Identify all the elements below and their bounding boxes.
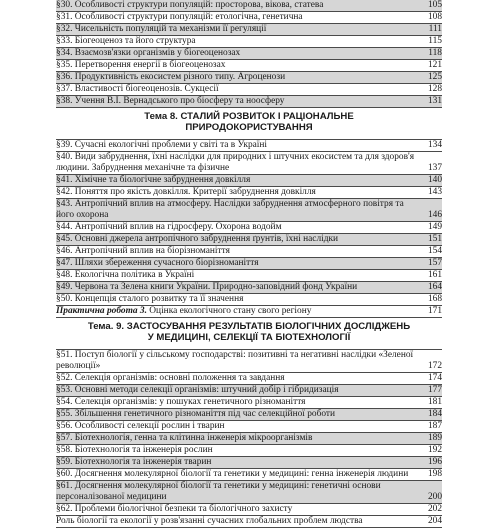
toc-entry — [56, 481, 442, 504]
toc-entry-title: §52. Селекція організмів: основні положення та завдання — [56, 373, 285, 383]
toc-entry-page: 131 — [420, 96, 442, 107]
theme-8-heading — [56, 108, 442, 140]
toc-entry-page: 204 — [427, 516, 442, 526]
toc-entry — [56, 48, 442, 60]
toc-entry — [56, 270, 442, 282]
toc-entry-page: 184 — [420, 409, 442, 420]
toc-entry — [56, 36, 442, 48]
toc-entry-page: 177 — [420, 385, 442, 396]
toc-entry-title: Роль біології та екології у розв'язанні сучасних глобальних проблем людства — [56, 516, 363, 526]
toc-entry-title: §45. Основні джерела антропічного забруднення ґрунтів, їхні наслідки — [56, 234, 420, 245]
toc-entry-title: §32. Чисельність популяцій та механізми її регуляції — [56, 24, 420, 35]
theme-9-heading — [56, 318, 442, 350]
toc-entry — [56, 469, 442, 481]
toc-entry — [56, 385, 442, 397]
toc-entry-title: §55. Збільшення генетичного різноманіття під час селекційної роботи — [56, 409, 420, 420]
toc-entry — [56, 258, 442, 270]
toc-entry — [56, 152, 442, 175]
practical-work-entry — [56, 306, 442, 318]
toc-entry — [56, 433, 442, 445]
toc-entry — [56, 187, 442, 199]
toc-entry-page: 154 — [427, 246, 442, 256]
practical-work-title — [56, 306, 420, 317]
toc-entry-page: 196 — [420, 457, 442, 468]
toc-entry — [56, 96, 442, 108]
toc-entry — [56, 60, 442, 72]
toc-entry-title: §53. Основні методи селекції організмів: штучний добір і гібридизація — [56, 385, 420, 396]
toc-entry — [56, 397, 442, 409]
section-heading-line: Тема 8. СТАЛИЙ РОЗВИТОК І РАЦІОНАЛЬНЕ — [144, 111, 354, 122]
toc-entry-title: §31. Особливості структури популяцій: етологічна, генетична — [56, 12, 303, 22]
toc-entry-title: §41. Хімічне та біологічне забруднення довкілля — [56, 175, 420, 186]
toc-entry-page: 202 — [427, 504, 442, 514]
section-heading-line: ПРИРОДОКОРИСТУВАННЯ — [185, 122, 313, 133]
toc-entry-title: §33. Біогеоценоз та його структура — [56, 36, 196, 46]
toc-entry-page: 121 — [427, 60, 442, 70]
toc-entry-title: §61. Досягнення молекулярної біології та генетики у медицині: генетичні основи персоналізованої медицини — [56, 481, 420, 503]
toc-entry-page: 115 — [428, 36, 442, 46]
toc-entry — [56, 421, 442, 433]
toc-entry-page: 192 — [427, 445, 442, 455]
toc-entry-page: 187 — [427, 421, 442, 431]
toc-entry-page: 140 — [420, 175, 442, 186]
toc-entry-page: 137 — [427, 163, 442, 173]
toc-entry-title: §40. Види забруднення, їхні наслідки для природних і штучних екосистем та для здоров'я людини. Забруднення механічне та фізичне — [56, 152, 415, 173]
practical-work-label: Практична робота 3. — [56, 306, 147, 316]
toc-entry-page: 174 — [427, 373, 442, 383]
toc-entry-title: §36. Продуктивність екосистем різного типу. Агроценози — [56, 72, 420, 83]
toc-entry — [56, 504, 442, 516]
toc-entry — [56, 222, 442, 234]
toc-entry-page: 149 — [427, 222, 442, 232]
toc-entry-title: §38. Учення В.І. Вернадського про біосферу та ноосферу — [56, 96, 420, 107]
toc-entry — [56, 445, 442, 457]
toc-entry-page: 118 — [420, 48, 442, 59]
toc-entry — [56, 516, 442, 528]
toc-entry-page: 105 — [420, 0, 442, 11]
toc-entry-title: §39. Сучасні екологічні проблеми у світі та в Україні — [56, 140, 268, 150]
toc-entry-page: 164 — [420, 282, 442, 293]
toc-entry-title: §49. Червона та Зелена книги України. Природно-заповідний фонд України — [56, 282, 420, 293]
toc-entry — [56, 0, 442, 12]
toc-entry-page: 200 — [420, 492, 442, 503]
toc-entry-title: §37. Властивості біогеоценозів. Сукцесії — [56, 84, 219, 94]
toc-entry-title: §58. Біотехнологія та інженерія рослин — [56, 445, 213, 455]
toc-entry-title: §56. Особливості селекції рослин і тварин — [56, 421, 225, 431]
toc-entry — [56, 175, 442, 187]
toc-entry — [56, 350, 442, 373]
toc-entry-title: §57. Біотехнологія, генна та клітинна інженерія мікроорганізмів — [56, 433, 420, 444]
toc-entry-title: §35. Перетворення енергії в біогеоценозах — [56, 60, 226, 70]
toc-entry — [56, 84, 442, 96]
toc-entry-page: 161 — [427, 270, 442, 280]
toc-entry-page: 134 — [427, 140, 442, 150]
toc-entry — [56, 72, 442, 84]
toc-entry — [56, 282, 442, 294]
toc-entry-title: §34. Взаємозв'язки організмів у біогеоценозах — [56, 48, 420, 59]
toc-entry-page: 151 — [420, 234, 442, 245]
toc-entry — [56, 24, 442, 36]
toc-entry-title: §50. Концепція сталого розвитку та її значення — [56, 294, 244, 304]
toc-entry-title: §43. Антропічний вплив на атмосферу. Наслідки забруднення атмосферного повітря та його охорона — [56, 199, 420, 221]
toc-entry — [56, 199, 442, 222]
toc-entry — [56, 294, 442, 306]
toc-entry-page: 189 — [420, 433, 442, 444]
toc-entry-page: 125 — [420, 72, 442, 83]
toc-entry — [56, 246, 442, 258]
toc-entry-page: 146 — [420, 210, 442, 221]
toc-entry-title: §51. Поступ біології у сільському господарстві: позитивні та негативні наслідки «Зеленої революції» — [56, 350, 414, 371]
toc-entry-title: §59. Біотехнологія та інженерія тварин — [56, 457, 420, 468]
toc-entry — [56, 457, 442, 469]
toc-entry — [56, 140, 442, 152]
toc-entry-page: 168 — [427, 294, 442, 304]
toc-entry-page: 108 — [427, 12, 442, 22]
section-heading-line: У МЕДИЦИНІ, СЕЛЕКЦІЇ ТА БІОТЕХНОЛОГІЇ — [147, 332, 351, 343]
toc-entry-title: §62. Проблеми біологічної безпеки та біологічного захисту — [56, 504, 293, 514]
toc-entry-title: §30. Особливості структури популяцій: просторова, вікова, статева — [56, 0, 420, 11]
toc-entry-title: §48. Екологічна політика в Україні — [56, 270, 195, 280]
toc-entry-title: §44. Антропічний вплив на гідросферу. Охорона водойм — [56, 222, 282, 232]
toc-entry-page: 181 — [427, 397, 442, 407]
table-of-contents — [56, 0, 442, 528]
toc-entry-title: §47. Шляхи збереження сучасного біорізноманіття — [56, 258, 420, 269]
toc-entry-page: 111 — [420, 24, 442, 35]
toc-entry-page: 143 — [427, 187, 442, 197]
toc-entry-page: 128 — [427, 84, 442, 94]
toc-entry-page: 198 — [427, 469, 442, 479]
toc-entry — [56, 409, 442, 421]
toc-entry-title: §54. Селекція організмів: у пошуках генетичного різноманіття — [56, 397, 306, 407]
toc-entry-page: 157 — [420, 258, 442, 269]
toc-entry — [56, 373, 442, 385]
section-heading-line: Тема. 9. ЗАСТОСУВАННЯ РЕЗУЛЬТАТІВ БІОЛОГІЧНИХ ДОСЛІДЖЕНЬ — [87, 321, 411, 332]
toc-entry — [56, 234, 442, 246]
toc-entry-title: §42. Поняття про якість довкілля. Критерії забруднення довкілля — [56, 187, 316, 197]
toc-entry-title: §46. Антропічний вплив на біорізноманіття — [56, 246, 230, 256]
toc-entry-page: 171 — [427, 306, 442, 316]
practical-work-text: Оцінка екологічного стану свого регіону — [146, 306, 312, 316]
toc-entry-title: §60. Досягнення молекулярної біології та генетики у медицині: генна інженерія людини — [56, 469, 409, 479]
toc-entry-page: 172 — [427, 361, 442, 371]
toc-entry — [56, 12, 442, 24]
